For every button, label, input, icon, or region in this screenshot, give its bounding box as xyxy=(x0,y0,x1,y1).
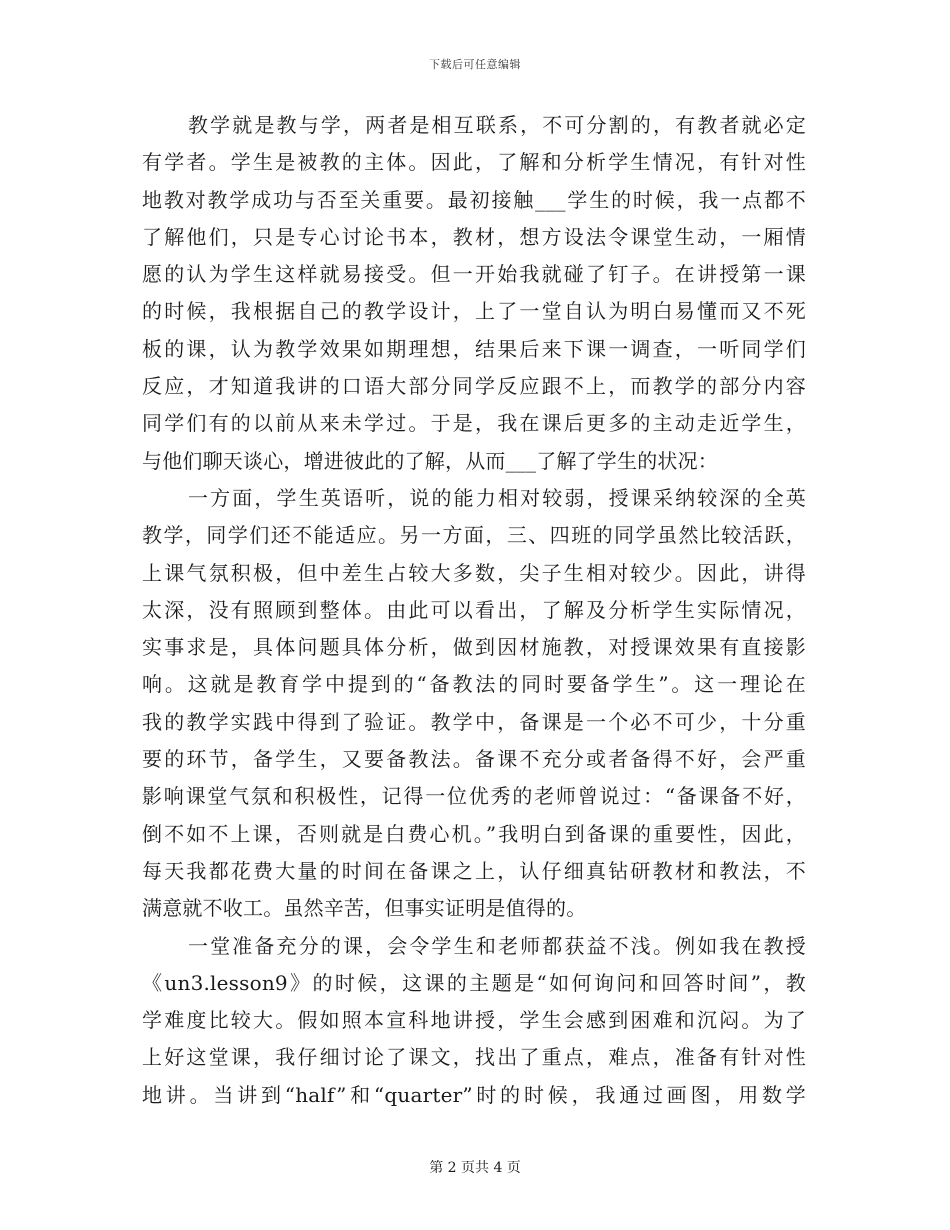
page-header: 下载后可任意编辑 xyxy=(429,58,521,71)
paragraph-line: 学难度比较大。假如照本宣科地讲授，学生会感到困难和沉闷。为了 xyxy=(142,1008,806,1033)
paragraph-line: 响。这就是教育学中提到的“备教法的同时要备学生”。这一理论在 xyxy=(142,672,806,697)
paragraph-line: 太深，没有照顾到整体。由此可以看出，了解及分析学生实际情况， xyxy=(142,597,806,622)
paragraph-line: 反应，才知道我讲的口语大部分同学反应跟不上，而教学的部分内容 xyxy=(142,374,806,399)
paragraph-line: 地教对教学成功与否至关重要。最初接触___学生的时候，我一点都不 xyxy=(142,187,806,212)
paragraph-line: 影响课堂气氛和积极性，记得一位优秀的老师曾说过：“备课备不好， xyxy=(142,784,806,809)
paragraph-line: 教学就是教与学，两者是相互联系，不可分割的，有教者就必定 xyxy=(188,113,806,137)
paragraph-line: 愿的认为学生这样就易接受。但一开始我就碰了钉子。在讲授第一课 xyxy=(142,262,806,287)
paragraph-line: 满意就不收工。虽然辛苦，但事实证明是值得的。 xyxy=(142,896,587,921)
paragraph-line: 的时候，我根据自己的教学设计，上了一堂自认为明白易懂而又不死 xyxy=(142,299,806,324)
paragraph-line: 教学，同学们还不能适应。另一方面，三、四班的同学虽然比较活跃， xyxy=(142,523,806,548)
paragraph-line: 一方面，学生英语听，说的能力相对较弱，授课采纳较深的全英 xyxy=(188,485,806,510)
paragraph-line: 板的课，认为教学效果如期理想，结果后来下课一调查，一听同学们 xyxy=(142,336,806,361)
paragraph-line: 《un3.lesson9》的时候，这课的主题是“如何询问和回答时间”，教 xyxy=(142,970,806,995)
paragraph-line: 有学者。学生是被教的主体。因此，了解和分析学生情况，有针对性 xyxy=(142,150,806,175)
paragraph-line: 实事求是，具体问题具体分析，做到因材施教，对授课效果有直接影 xyxy=(142,635,806,660)
paragraph-line: 上好这堂课，我仔细讨论了课文，找出了重点，难点，准备有针对性 xyxy=(142,1045,806,1070)
paragraph-line: 每天我都花费大量的时间在备课之上，认仔细真钻研教材和教法，不 xyxy=(142,858,806,883)
paragraph-line: 与他们聊天谈心，增进彼此的了解，从而___了解了学生的状况： xyxy=(142,448,718,473)
paragraph-line: 要的环节，备学生，又要备教法。备课不充分或者备得不好，会严重 xyxy=(142,747,806,772)
paragraph-line: 上课气氛积极，但中差生占较大多数，尖子生相对较少。因此，讲得 xyxy=(142,560,806,585)
paragraph-line: 倒不如不上课，否则就是白费心机。”我明白到备课的重要性，因此， xyxy=(142,821,806,846)
paragraph-line: 了解他们，只是专心讨论书本，教材，想方设法令课堂生动，一厢情 xyxy=(142,224,806,249)
paragraph-line: 同学们有的以前从来未学过。于是，我在课后更多的主动走近学生， xyxy=(142,411,806,436)
page-number-footer: 第 2 页共 4 页 xyxy=(429,1160,521,1176)
paragraph-line: 地讲。当讲到“half”和“quarter”时的时候，我通过画图，用数学 xyxy=(142,1082,806,1107)
document-body xyxy=(142,107,806,1114)
paragraph-line: 一堂准备充分的课，会令学生和老师都获益不浅。例如我在教授 xyxy=(188,933,806,958)
paragraph-line: 我的教学实践中得到了验证。教学中，备课是一个必不可少，十分重 xyxy=(142,709,806,734)
